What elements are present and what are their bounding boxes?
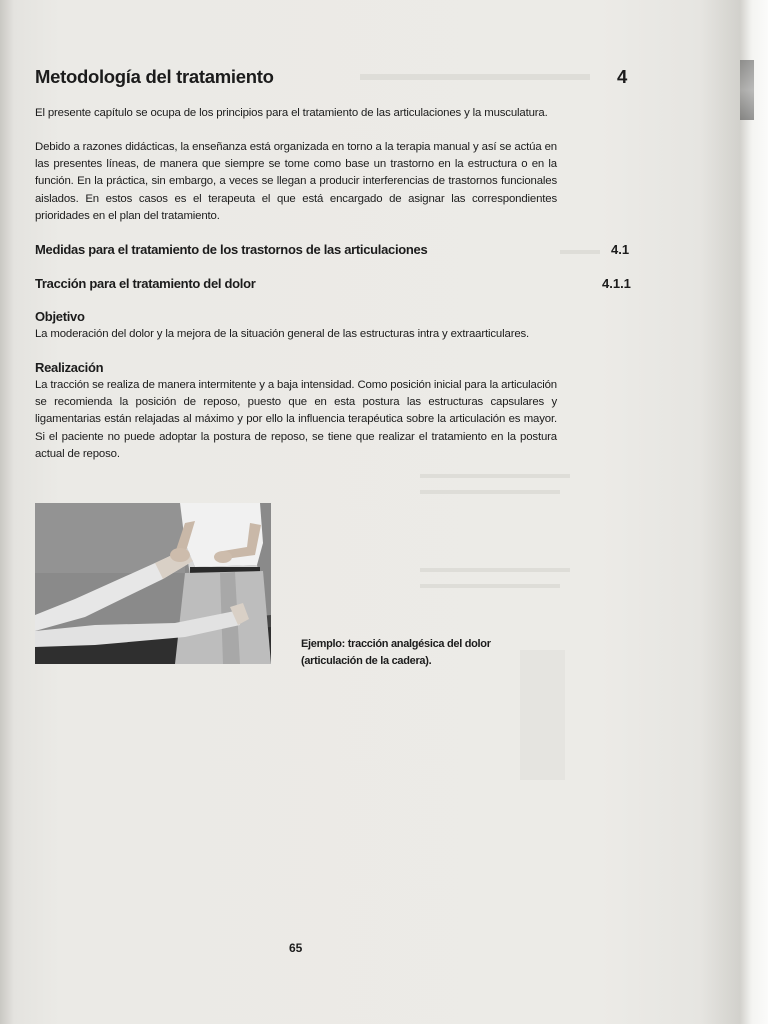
page-number: 65: [289, 941, 303, 955]
objetivo-text: La moderación del dolor y la mejora de la situación general de las estructuras intra y extraarticulares.: [35, 328, 530, 340]
section-number-4-1: 4.1: [611, 242, 630, 257]
figure-photo-hip-traction: [35, 503, 271, 664]
page-edge-shadow: [740, 60, 754, 120]
objetivo-heading: Objetivo: [35, 309, 85, 324]
realizacion-text: La tracción se realiza de manera intermitente y a baja intensidad. Como posición inicial para la articulación se recomienda la posición de reposo, puesto que en esta postura las estructuras capsulares y ligamentarias están relajadas al máximo y por ello la influencia terapéutica sobre la articulación es mayor. Si el paciente no puede adoptar la postura de reposo, se tiene que realizar el tratamiento en la postura actual de reposo.: [35, 379, 557, 460]
chapter-number: 4: [617, 66, 628, 87]
intro-paragraph-2: Debido a razones didácticas, la enseñanza está organizada en torno a la terapia manual y así se actúa en las presentes líneas, de manera que siempre se tome como base un trastorno en la estructura o en la función. En la práctica, sin embargo, a veces se llegan a producir interferencias de trastornos funcionales aislados. En estos casos es el terapeuta el que está encargado de asignar las correspondientes prioridades en el plan del tratamiento.: [35, 141, 557, 222]
section-title-4-1-1: Tracción para el tratamiento del dolor: [35, 276, 256, 291]
chapter-title: Metodología del tratamiento: [35, 66, 274, 87]
intro-paragraph-1: El presente capítulo se ocupa de los principios para el tratamiento de las articulaciones y la musculatura.: [35, 107, 548, 119]
section-title-4-1: Medidas para el tratamiento de los trastornos de las articulaciones: [35, 242, 428, 257]
figure-caption: Ejemplo: tracción analgésica del dolor (articulación de la cadera).: [301, 638, 491, 667]
realizacion-heading: Realización: [35, 360, 104, 375]
section-number-4-1-1: 4.1.1: [602, 276, 631, 291]
